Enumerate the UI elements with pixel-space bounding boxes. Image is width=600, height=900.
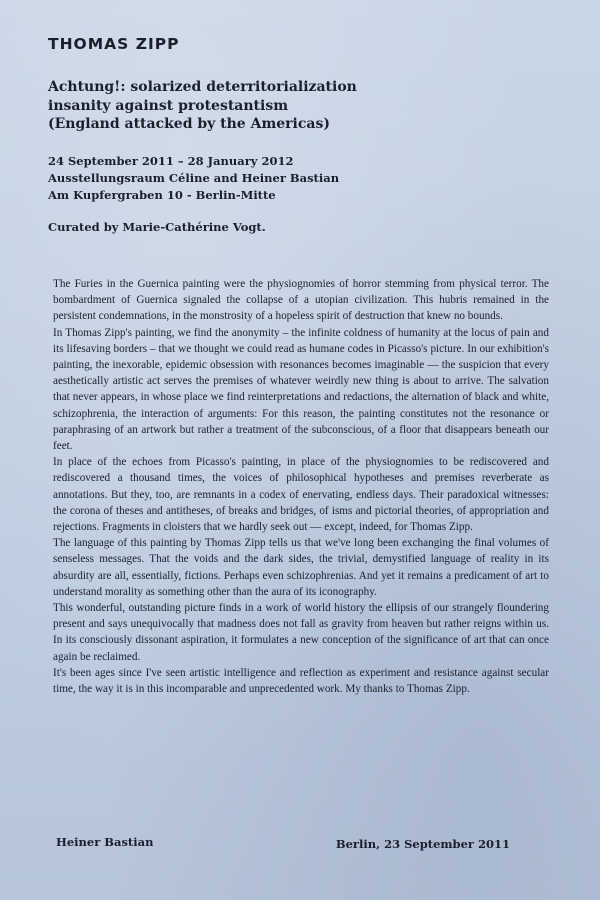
signature-place-date: Berlin, 23 September 2011 bbox=[335, 837, 510, 851]
title-line-2: insanity against protestantism bbox=[48, 97, 289, 114]
artist-name: THOMAS ZIPP bbox=[48, 35, 180, 53]
paragraph-2: In Thomas Zipp's painting, we find the anonymity – the infinite coldness of humanity at the locus of pain and its lifesaving borders – that we thought we could read as humane codes in Picasso's picture. In our exhibition's painting, the inexorable, epidemic obsession with resonances becomes imaginable — the suspicion that every aesthetically artistic act serves the premises of whatever weirdly new thing is about to arrive. The salvation that never appears, in whose place we find reinterpretations and redactions, the alternation of black and white, schizophrenia, the interaction of arguments: For this reason, the painting constitutes not the resonance or paraphrasing of an artwork but rather a treatment of the subconscious, of a floor that disappears beneath our feet. bbox=[53, 326, 549, 453]
title-line-1: Achtung!: solarized deterritorialization bbox=[48, 79, 357, 95]
exhibition-dates: 24 September 2011 – 28 January 2012 bbox=[48, 154, 294, 168]
exhibition-venue: Ausstellungsraum Céline and Heiner Bastian bbox=[48, 171, 340, 185]
essay-body bbox=[53, 276, 549, 697]
paragraph-6: It's been ages since I've seen artistic intelligence and reflection as experiment and resistance against secular time, the way it is in this incomparable and unprecedented work. My thanks to Thomas Zipp. bbox=[53, 666, 549, 696]
title-line-3: (England attacked by the Americas) bbox=[48, 116, 330, 132]
exhibition-info bbox=[48, 153, 339, 204]
signature-name: Heiner Bastian bbox=[56, 835, 154, 849]
exhibition-address: Am Kupfergraben 10 - Berlin-Mitte bbox=[48, 188, 276, 202]
paragraph-4: The language of this painting by Thomas Zipp tells us that we've long been exchanging the final volumes of senseless messages. That the voids and the dark sides, the trivial, demystified language of reality in its absurdity are all, essentially, fictions. Perhaps even schizophrenias. And yet it remains a predicament of art to understand morality as something other than the aura of its iconography. bbox=[53, 537, 549, 598]
paragraph-5: This wonderful, outstanding picture finds in a work of world history the ellipsis of our strangely floundering present and says unequivocally that madness does not fall as gravity from heaven but rather reigns within us. In its consciously dissonant aspiration, it formulates a new conception of the significance of art that can once again be reclaimed. bbox=[53, 602, 549, 663]
paragraph-1: The Furies in the Guernica painting were the physiognomies of horror stemming from physical terror. The bombardment of Guernica signaled the collapse of a utopian civilization. This hubris remained in the persistent condemnations, in the monstrosity of a hopeless spirit of destruction that knew no bounds. bbox=[53, 278, 549, 323]
exhibition-title bbox=[48, 78, 568, 134]
paragraph-3: In place of the echoes from Picasso's painting, in place of the physiognomies to be rediscovered and rediscovered a thousand times, the voices of philosophical hypotheses and premises reverberate as annotations. But they, too, are remnants in a codex of enervating, endless days. Their paradoxical witnesses: the corona of theses and antitheses, of breaks and bridges, of isms and pictorial theories, of appropriation and rejections. Fragments in cloisters that we hardly seek out — except, indeed, for Thomas Zipp. bbox=[53, 456, 549, 534]
curator-line: Curated by Marie-Cathérine Vogt. bbox=[48, 220, 266, 234]
